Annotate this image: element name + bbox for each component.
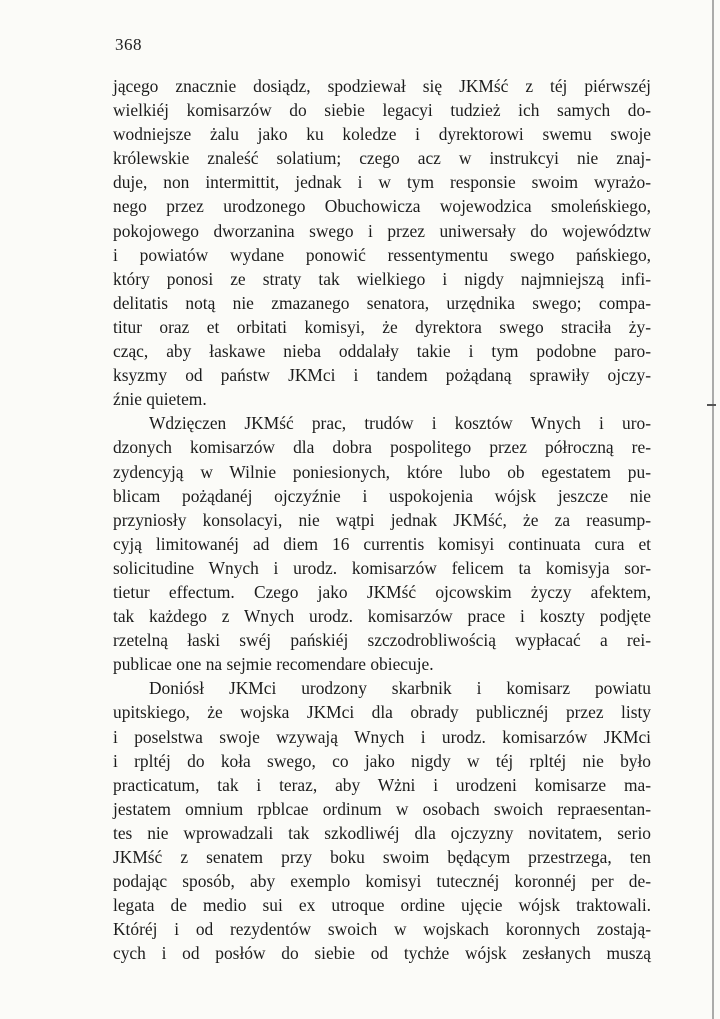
text-line: źnie quietem. [113, 389, 207, 410]
text-line: zydencyją w Wilnie poniesionych, które lubo ob egestatem pu- [113, 461, 651, 482]
text-line: i poselstwa swoje wzywają Wnych i urodz. komisarzów JKMci [113, 726, 651, 747]
text-line: jestatem omnium rpblcae ordinum w osobach swoich repraesentan- [113, 798, 651, 819]
text-line: tietur effectum. Czego jako JKMść ojcowskim życzy afektem, [113, 581, 651, 602]
text-line: Wdzięczen JKMść prac, trudów i kosztów Wnych i uro- [149, 413, 651, 434]
text-line: pokojowego dworzanina swego i przez uniwersały do województw [113, 220, 651, 241]
text-line: solicitudine Wnych i urodz. komisarzów felicem ta komisyja sor- [113, 557, 651, 578]
text-line: Doniósł JKMci urodzony skarbnik i komisarz powiatu [149, 678, 651, 699]
text-line: dzonych komisarzów dla dobra pospolitego przez półroczną re- [113, 437, 651, 458]
text-line: JKMść z senatem przy boku swoim będącym przestrzega, ten [113, 847, 651, 867]
text-line: który ponosi ze straty tak wielkiego i nigdy najmniejszą infi- [113, 268, 651, 289]
body-text [113, 74, 651, 965]
text-line: legata de medio sui ex utroque ordine ujęcie wójsk traktowali. [113, 895, 651, 916]
text-line: upitskiego, że wojska JKMci dla obrady publicznéj przez listy [113, 702, 651, 723]
text-line: practicatum, tak i teraz, aby Wżni i urodzeni komisarze ma- [113, 774, 651, 795]
text-line: tak każdego z Wnych urodz. komisarzów prace i koszty podjęte [113, 606, 651, 627]
page-number: 368 [115, 35, 142, 54]
text-line: cyją limitowanéj ad diem 16 currentis komisyi continuata cura et [113, 533, 651, 554]
text-line: blicam pożądanéj ojczyźnie i uspokojenia wójsk jeszcze nie [113, 485, 651, 506]
text-line: titur oraz et orbitati komisyi, że dyrektora swego straciła ży- [113, 316, 651, 337]
text-line: wodniejsze żalu jako ku koledze i dyrektorowi swemu swoje [113, 124, 651, 145]
margin-mark [707, 404, 716, 406]
page-edge-rule [712, 0, 714, 1019]
text-line: podając sposób, aby exemplo komisyi tutecznéj koronnéj per de- [113, 871, 651, 892]
text-line: rzetelną łaski swéj pańskiéj szczodrobliwością wypłacać a rei- [113, 630, 651, 651]
text-line: delitatis notą nie zmazanego senatora, urzędnika swego; compa- [113, 292, 651, 313]
text-line: i rpltéj do koła swego, co jako nigdy w téj rpltéj nie było [113, 750, 651, 771]
text-line: nego przez urodzonego Obuchowicza wojewodzica smoleńskiego, [113, 196, 651, 217]
text-line: królewskie znaleść solatium; czego acz w instrukcyi nie znaj- [113, 148, 651, 169]
text-line: duje, non intermittit, jednak i w tym responsie swoim wyrażo- [113, 172, 651, 193]
text-line: wielkiéj komisarzów do siebie legacyi tudzież ich samych do- [113, 100, 651, 121]
text-line: i powiatów wydane ponowić ressentymentu swego pańskiego, [113, 244, 651, 265]
text-line: publicae one na sejmie recomendare obiecuje. [113, 654, 434, 675]
text-line: ksyzmy od państw JKMci i tandem pożądaną sprawiły ojczy- [113, 365, 651, 386]
text-line: cząc, aby łaskawe nieba oddalały takie i tym podobne paro- [113, 341, 651, 362]
text-line: cych i od posłów do siebie od tychże wójsk zesłanych muszą [113, 943, 651, 964]
text-line: Któréj i od rezydentów swoich w wojskach koronnych zostają- [113, 919, 651, 940]
text-line: jącego znacznie dosiądz, spodziewał się JKMść z téj piérwszéj [113, 76, 651, 96]
text-line: przyniosły konsolacyi, nie wątpi jednak JKMść, że za reasump- [113, 509, 651, 530]
text-line: tes nie wprowadzali tak szkodliwéj dla ojczyzny novitatem, serio [113, 822, 651, 843]
